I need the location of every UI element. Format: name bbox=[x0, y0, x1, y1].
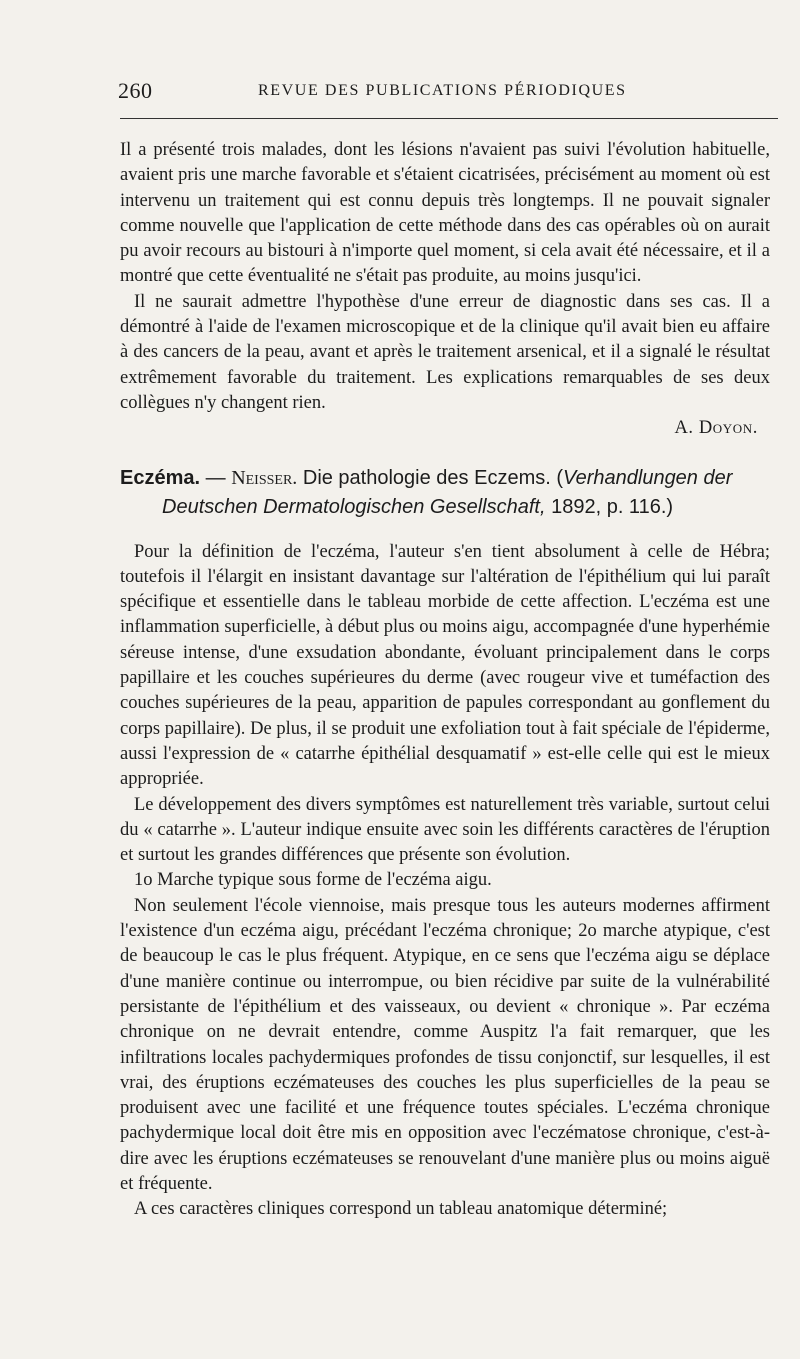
signature-text: A. Doyon. bbox=[674, 418, 758, 439]
section-dash: — bbox=[200, 466, 232, 489]
page-number: 260 bbox=[118, 78, 153, 103]
running-title: REVUE DES PUBLICATIONS PÉRIODIQUES bbox=[258, 82, 627, 99]
paragraph: Non seulement l'école viennoise, mais presque tous les auteurs modernes affirment l'existence d'un eczéma aigu, précédant l'eczéma chronique; 2o marche atypique, c'est de beaucoup le cas le plus fréquent. Atypique, en ce sens que l'eczéma aigu se déplace d'une manière continue ou interrompue, ou bien récidive par suite de la vulnérabilité persistante de l'épithélium et des vaisseaux, ou devient « chronique ». Par eczéma chronique on ne devrait entendre, comme Auspitz l'a fait remarquer, que les infiltrations locales pachydermiques profondes de tissu conjonctif, sur lesquelles, il est vrai, des éruptions eczémateuses des couches les plus superficielles de la peau se produisent avec une facilité et une fréquence toutes spéciales. L'eczéma chronique pachydermique local doit être mis en opposition avec l'eczématose chronique, c'est-à-dire avec les éruptions eczémateuses se renouvelant d'une manière plus ou moins aiguë et fréquente. bbox=[120, 895, 770, 1194]
paragraph: Pour la définition de l'eczéma, l'auteur s'en tient absolument à celle de Hébra; toutefois il l'élargit en insistant davantage sur l'altération de l'épithélium qui lui paraît spécifique et essentielle dans le tableau morbide de cette affection. L'eczéma est une inflammation superficielle, à début plus ou moins aigu, accompagnée d'une hyperhémie séreuse intense, d'une exsudation abondante, évoluant principalement dans le corps papillaire et les couches supérieures du derme (avec rougeur vive et tuméfaction des couches supérieures de la peau, apparition de papules correspondant au gonflement du corps papillaire). De plus, il se produit une exfoliation tout à fait spéciale de l'épiderme, aussi l'expression de « catarrhe épithélial desquamatif » est-elle celle qui est le mieux appropriée. bbox=[120, 541, 770, 790]
journal-name: Verhandlungen der bbox=[563, 466, 733, 489]
list-item: 1o Marche typique sous forme de l'eczéma aigu. bbox=[134, 870, 492, 891]
paragraph: A ces caractères cliniques correspond un tableau anatomique déterminé; bbox=[134, 1199, 668, 1220]
citation-tail: 1892, p. 116.) bbox=[545, 495, 674, 518]
section-heading bbox=[120, 464, 770, 522]
signature bbox=[120, 416, 770, 441]
page-header bbox=[118, 78, 778, 108]
section-heading-line2 bbox=[120, 493, 770, 522]
article-title: Die pathologie des Eczems. ( bbox=[297, 466, 563, 489]
section-author: Neisser. bbox=[231, 466, 298, 489]
paragraph: Il a présenté trois malades, dont les lésions n'avaient pas suivi l'évolution habituelle, avaient pris une marche favorable et s'étaient cicatrisées, précisément au moment où est intervenu un traitement qui est connu depuis très longtemps. Il ne pouvait signaler comme nouvelle que l'application de cette méthode dans des cas opérables où on aurait pu avoir recours au bistouri à n'importe quel moment, si cela avait été nécessaire, et il a montré que cette éventualité ne s'était pas produite, au moins jusqu'ici. bbox=[120, 140, 770, 287]
journal-name-cont: Deutschen Dermatologischen Gesellschaft, bbox=[162, 495, 546, 518]
section-title: Eczéma. bbox=[120, 466, 201, 489]
paragraph: Il ne saurait admettre l'hypothèse d'une erreur de diagnostic dans ses cas. Il a démontré à l'aide de l'examen microscopique et de la clinique qu'il avait bien eu affaire à des cancers de la peau, avant et après le traitement arsenical, et il a signalé le résultat extrêmement favorable du traitement. Les explications remarquables de ses deux collègues n'y changent rien. bbox=[120, 291, 770, 413]
body-text bbox=[120, 138, 770, 1223]
paragraph: Le développement des divers symptômes est naturellement très variable, surtout celui du « catarrhe ». L'auteur indique ensuite avec soin les différents caractères de l'éruption et surtout les grandes différences que présente son évolution. bbox=[120, 794, 770, 866]
header-rule bbox=[120, 118, 778, 119]
